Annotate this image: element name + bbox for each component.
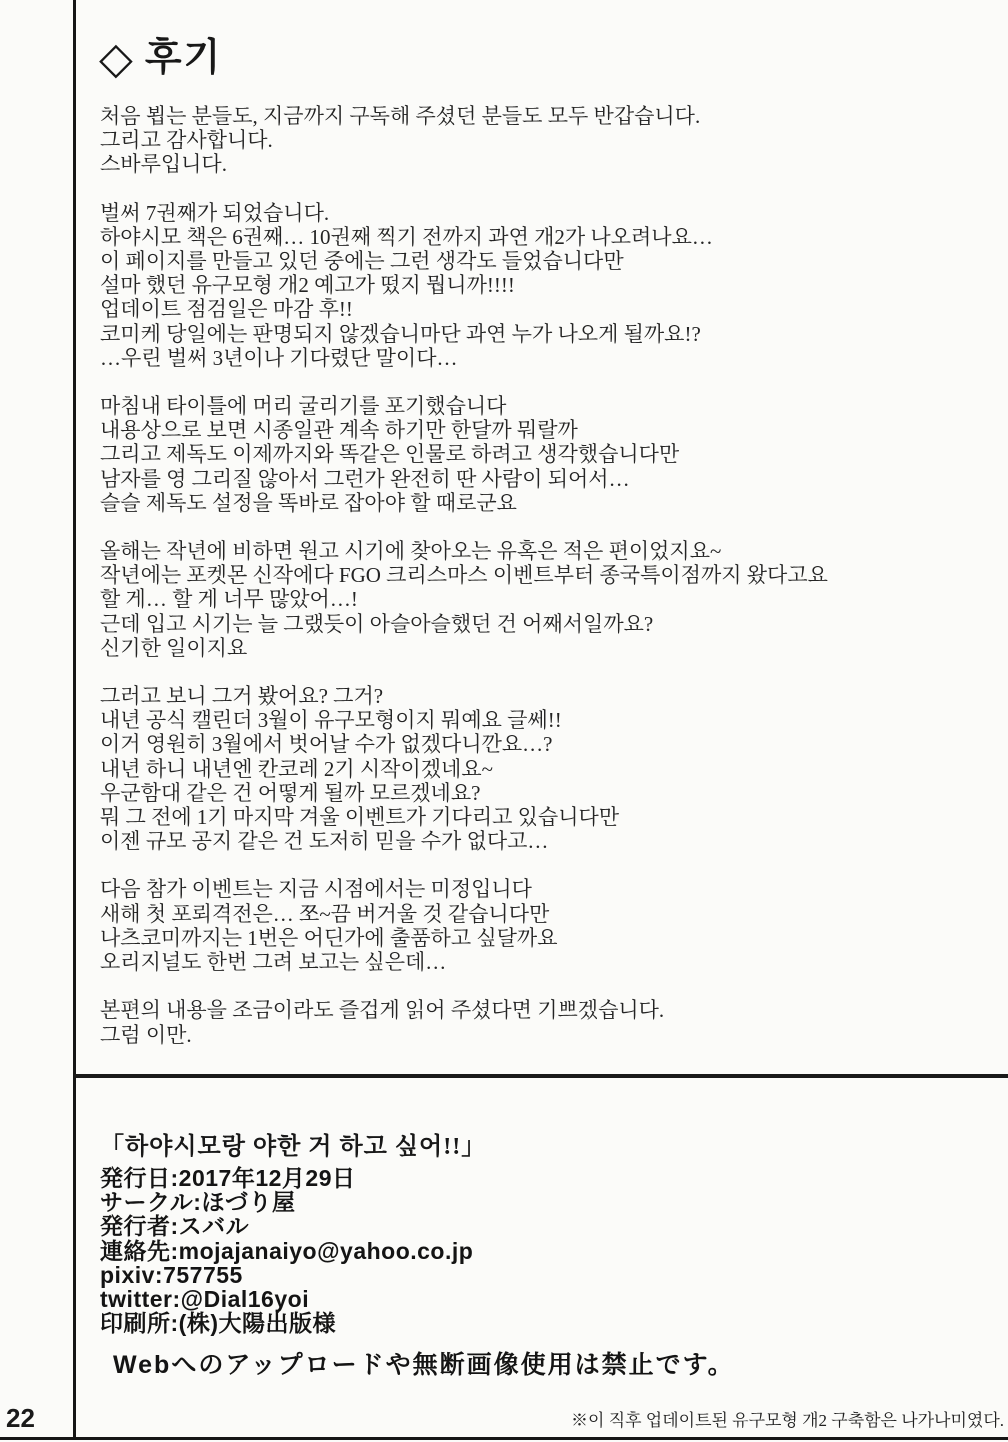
colophon-line: twitter:@Dial16yoi — [100, 1286, 310, 1313]
body-line: 새해 첫 포뢰격전은… 쪼~끔 버거울 것 같습니다만 — [100, 901, 550, 926]
colophon-line: 印刷所:(株)大陽出版様 — [100, 1310, 336, 1337]
body-line: 그리고 감사합니다. — [100, 128, 273, 153]
colophon-warning: Webへのアップロードや無断画像使用は禁止です。 — [113, 1351, 735, 1379]
body-line: 이거 영원히 3월에서 벗어날 수가 없겠다니깐요…? — [100, 732, 553, 757]
body-line: 코미케 당일에는 판명되지 않겠습니마단 과연 누가 나오게 될까요!? — [100, 321, 701, 346]
paragraph — [100, 684, 990, 853]
body-line: 내년 공식 캘린더 3월이 유구모형이지 뭐예요 글쎄!! — [100, 708, 562, 733]
paragraph — [100, 998, 990, 1046]
body-line: 올해는 작년에 비하면 원고 시기에 찾아오는 유혹은 적은 편이었지요~ — [100, 539, 722, 564]
body-line: 신기한 일이지요 — [100, 635, 248, 660]
body-line: 마침내 타이틀에 머리 굴리기를 포기했습니다 — [100, 394, 507, 419]
body-line: 그리고 제독도 이제까지와 똑같은 인물로 하려고 생각했습니다만 — [100, 442, 680, 467]
body-line: 슬슬 제독도 설정을 똑바로 잡아야 할 때로군요 — [100, 490, 517, 515]
body-line: 오리지널도 한번 그려 보고는 싶은데… — [100, 950, 447, 975]
colophon-info — [100, 1166, 473, 1335]
body-line: 근데 입고 시기는 늘 그랬듯이 아슬아슬했던 건 어째서일까요? — [100, 611, 654, 636]
paragraph — [100, 201, 990, 370]
colophon-line: 連絡先:mojajanaiyo@yahoo.co.jp — [100, 1237, 474, 1264]
body-line: 이 페이지를 만들고 있던 중에는 그런 생각도 들었습니다만 — [100, 249, 624, 274]
body-line: 그러고 보니 그거 봤어요? 그거? — [100, 684, 384, 709]
page-title — [99, 26, 222, 84]
diamond-icon: ◇ — [99, 34, 135, 83]
footer-note: ※이 직후 업데이트된 유구모형 개2 구축함은 나가나미였다. — [571, 1411, 1004, 1430]
body-line: 내년 하니 내년엔 칸코레 2기 시작이겠네요~ — [100, 756, 493, 781]
body-line: 이젠 규모 공지 같은 건 도저히 믿을 수가 없다고… — [100, 829, 549, 854]
paragraph — [100, 104, 990, 177]
body-line: 그럼 이만. — [100, 1022, 192, 1047]
paragraph — [100, 394, 990, 515]
colophon-line: 発行者:スバル — [100, 1213, 250, 1240]
colophon-line: pixiv:757755 — [100, 1261, 243, 1288]
body-line: …우린 벌써 3년이나 기다렸단 말이다… — [100, 345, 458, 370]
body-line: 작년에는 포켓몬 신작에다 FGO 크리스마스 이벤트부터 종국특이점까지 왔다고요 — [100, 563, 828, 588]
afterword-body — [100, 104, 990, 1071]
body-line: 처음 뵙는 분들도, 지금까지 구독해 주셨던 분들도 모두 반갑습니다. — [100, 104, 701, 128]
paragraph — [100, 539, 990, 660]
body-line: 하야시모 책은 6권째… 10권째 찍기 전까지 과연 개2가 나오려나요… — [100, 224, 713, 249]
body-line: 뭐 그 전에 1기 마지막 겨울 이벤트가 기다리고 있습니다만 — [100, 805, 620, 830]
body-line: 설마 했던 유구모형 개2 예고가 떴지 뭡니까!!!! — [100, 273, 515, 298]
page-binding-rule — [73, 0, 76, 1440]
body-line: 할 게… 할 게 너무 많았어…! — [100, 587, 358, 612]
body-line: 본편의 내용을 조금이라도 즐겁게 읽어 주셨다면 기쁘겠습니다. — [100, 998, 665, 1023]
page-title-label: 후기 — [144, 37, 223, 79]
body-line: 스바루입니다. — [100, 152, 227, 177]
body-line: 벌써 7권째가 되었습니다. — [100, 200, 330, 225]
colophon-book-title: 「하야시모랑 야한 거 하고 싶어!!」 — [100, 1134, 487, 1160]
page-number: 22 — [6, 1403, 35, 1433]
page-bottom-rule — [0, 1437, 1008, 1440]
body-line: 남자를 영 그리질 않아서 그런가 완전히 딴 사람이 되어서… — [100, 466, 630, 491]
colophon-divider — [74, 1074, 1008, 1078]
body-line: 우군함대 같은 건 어떻게 될까 모르겠네요? — [100, 780, 481, 805]
body-line: 내용상으로 보면 시종일관 계속 하기만 한달까 뭐랄까 — [100, 418, 578, 443]
body-line: 업데이트 점검일은 마감 후!! — [100, 297, 353, 322]
colophon-line: 発行日:2017年12月29日 — [100, 1165, 356, 1191]
colophon-line: サークル:ほづり屋 — [100, 1189, 296, 1216]
paragraph — [100, 877, 990, 974]
body-line: 나츠코미까지는 1번은 어딘가에 출품하고 싶달까요 — [100, 925, 558, 950]
body-line: 다음 참가 이벤트는 지금 시점에서는 미정입니다 — [100, 877, 532, 902]
